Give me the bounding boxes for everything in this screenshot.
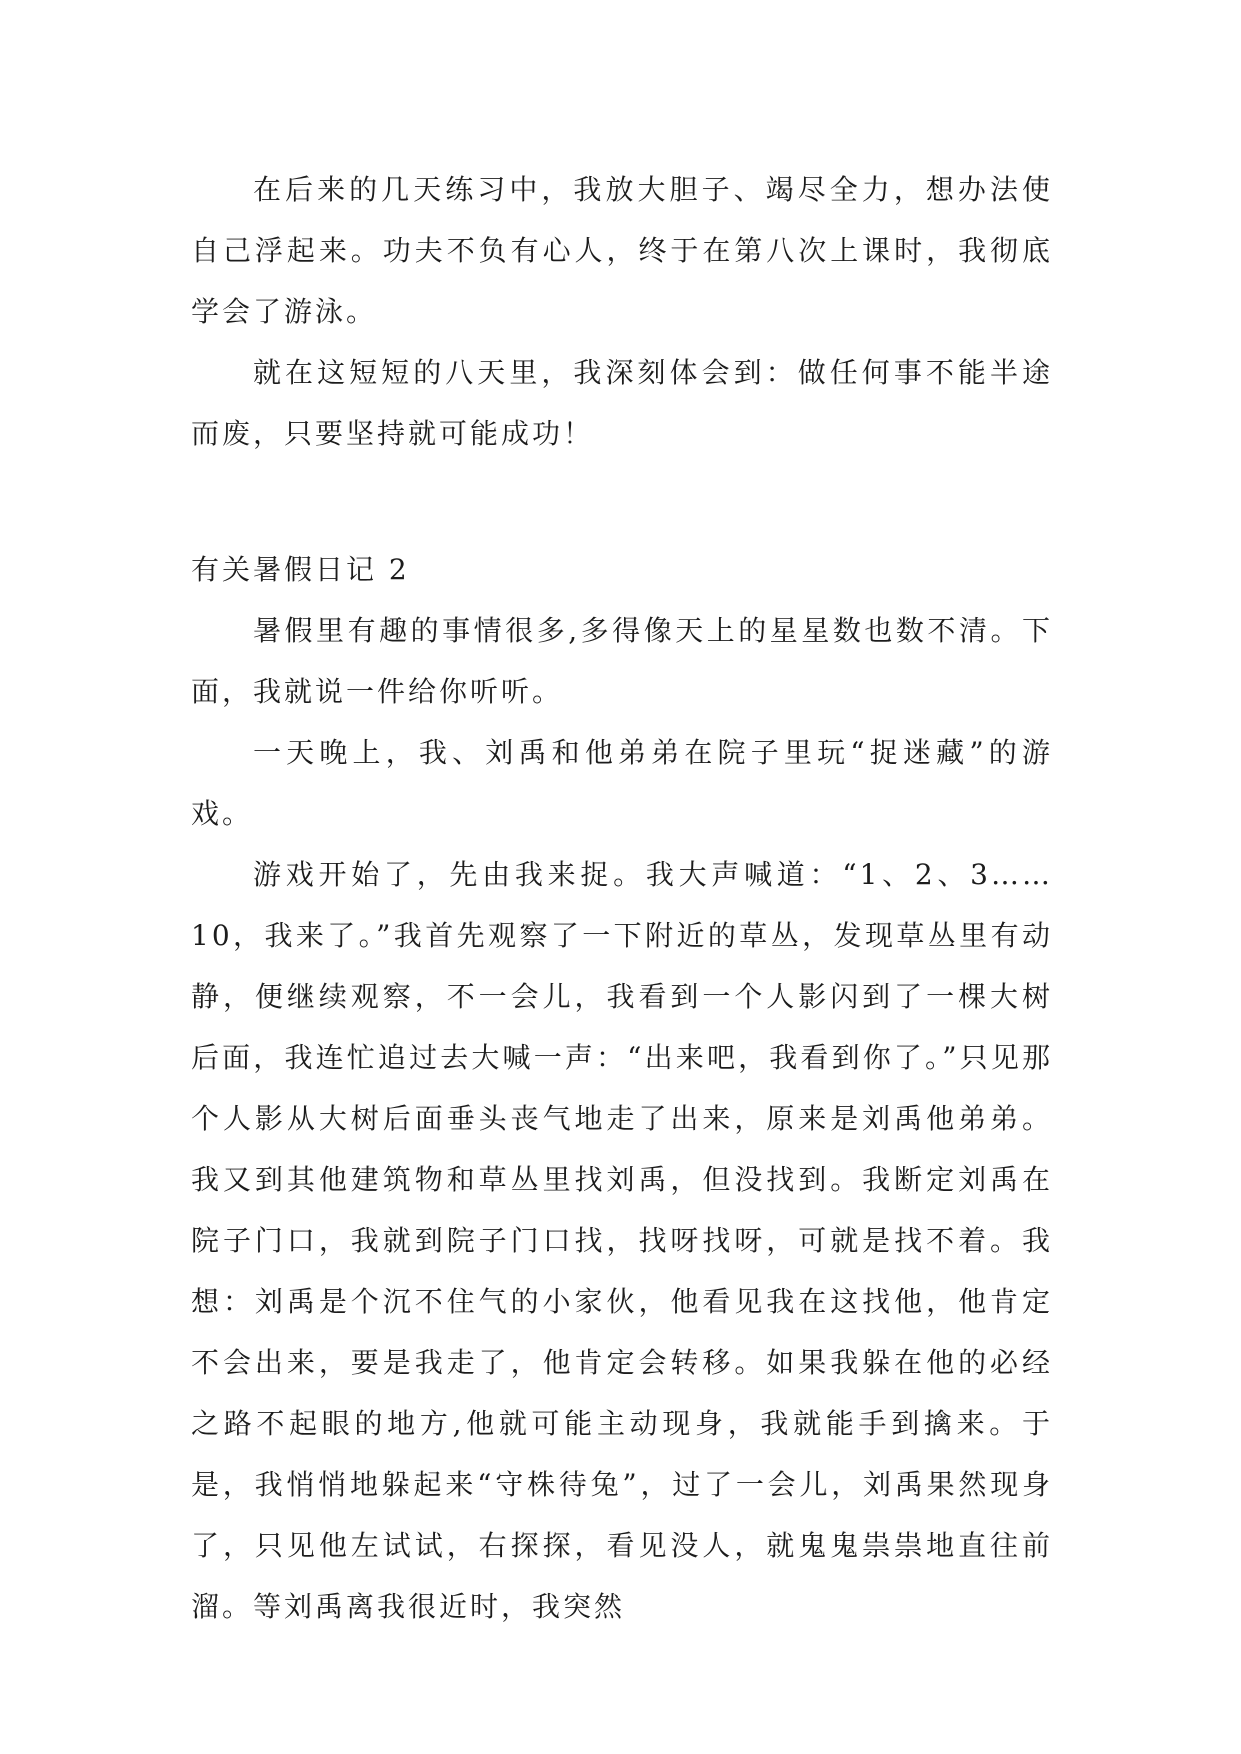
- section-heading: 有关暑假日记 2: [191, 553, 410, 586]
- paragraph: 在后来的几天练习中，我放大胆子、竭尽全力，想办法使自己浮起来。功夫不负有心人，终于在第八次上课时，我彻底学会了游泳。: [191, 173, 1053, 328]
- document-body: [191, 159, 1053, 1637]
- paragraph: 游戏开始了，先由我来捉。我大声喊道：“1、2、3……10，我来了。”我首先观察了一下附近的草丛，发现草丛里有动静，便继续观察，不一会儿，我看到一个人影闪到了一棵大树后面，我连忙追过去大喊一声：“出来吧，我看到你了。”只见那个人影从大树后面垂头丧气地走了出来，原来是刘禹他弟弟。我又到其他建筑物和草丛里找刘禹，但没找到。我断定刘禹在院子门口，我就到院子门口找，找呀找呀，可就是找不着。我想：刘禹是个沉不住气的小家伙，他看见我在这找他，他肯定不会出来，要是我走了，他肯定会转移。如果我躲在他的必经之路不起眼的地方,他就可能主动现身，我就能手到擒来。于是，我悄悄地躲起来“守株待兔”，过了一会儿，刘禹果然现身了，只见他左试试，右探探，看见没人，就鬼鬼祟祟地直往前溜。等刘禹离我很近时，我突然: [191, 858, 1053, 1623]
- paragraph: 就在这短短的八天里，我深刻体会到：做任何事不能半途而废，只要坚持就可能成功！: [191, 356, 1053, 450]
- paragraph: 一天晚上，我、刘禹和他弟弟在院子里玩“捉迷藏”的游戏。: [191, 736, 1053, 830]
- paragraph: 暑假里有趣的事情很多,多得像天上的星星数也数不清。下面，我就说一件给你听听。: [191, 614, 1053, 708]
